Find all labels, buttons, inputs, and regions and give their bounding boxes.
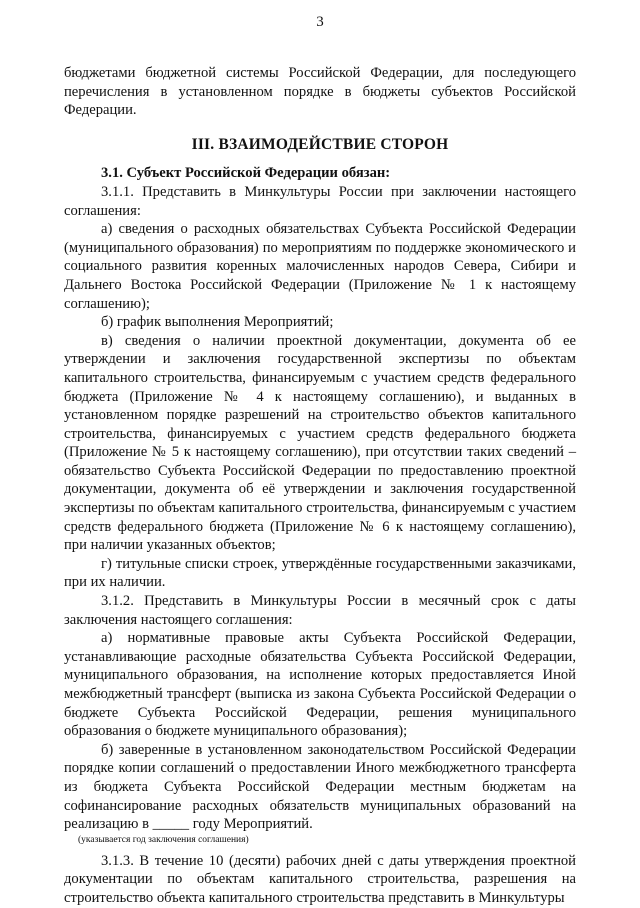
- item-3-1-1-b: б) график выполнения Мероприятий;: [101, 314, 334, 331]
- item-3-1-1-v: в) сведения о наличии проектной документации, документа об ее утверждении и заключения государственной экспертизы по объектам капитального строительства, финансируемым с участием средств федерального бюджета (Приложение № 4 к настоящему соглашению), и выданных в установленном порядке разрешений на строительство объектов капитального строительства, финансируемых с участием средств федерального бюджета (Приложение № 5 к настоящему соглашению), при отсутствии таких сведений – обязательство Субъекта Российской Федерации по предоставлению проектной документации, документа об её утверждении и заключения государственной экспертизы по объектам капитального строительства, финансируемым с участием средств федерального бюджета (Приложение № 6 к настоящему соглашению), при наличии указанных объектов;: [64, 332, 576, 554]
- item-3-1-2-b: б) заверенные в установленном законодательством Российской Федерации порядке копии соглашений о предоставлении Иного межбюджетного трансферта из бюджета Субъекта Российской Федерации местным бюджетам на софинансирование расходных обязательств муниципальных образований на реализацию в _____ году Мероприятий.: [64, 741, 576, 833]
- item-3-1-2-a: а) нормативные правовые акты Субъекта Российской Федерации, устанавливающие расходные обязательства Субъекта Российской Федерации, муниципального образования, на исполнение которых предоставляется Иной межбюджетный трансферт (выписка из закона Субъекта Российской Федерации о бюджете Субъекта Российской Федерации, решения муниципального образования о бюджете муниципального образования);: [64, 630, 576, 740]
- item-3-1-1-a: а) сведения о расходных обязательствах Субъекта Российской Федерации (муниципального образования) по мероприятиям по поддержке экономического и социального развития коренных малочисленных народов Севера, Сибири и Дальнего Востока Российской Федерации (Приложение № 1 к настоящему соглашению);: [64, 221, 576, 312]
- item-3-1-1-g: г) титульные списки строек, утверждённые государственными заказчиками, при их наличии.: [64, 555, 576, 591]
- clause-3-1-2: 3.1.2. Представить в Минкультуры России в месячный срок с даты заключения настоящего соглашения:: [64, 593, 576, 628]
- page-number: 3: [316, 14, 324, 30]
- clause-3-1: 3.1. Субъект Российской Федерации обязан:: [101, 165, 391, 182]
- intro-paragraph: бюджетами бюджетной системы Российской Федерации, для последующего перечисления в установленном порядке в бюджеты субъектов Российской Федерации.: [64, 65, 576, 119]
- section-heading: III. ВЗАИМОДЕЙСТВИЕ СТОРОН: [191, 135, 449, 153]
- clause-3-1-3: 3.1.3. В течение 10 (десяти) рабочих дней с даты утверждения проектной документации по объектам капитального строительства, разрешения на строительство объекта капитального строительства представить в Минкультуры: [64, 852, 576, 906]
- document-body: [64, 64, 576, 908]
- year-note: (указывается год заключения соглашения): [78, 834, 249, 845]
- clause-3-1-1: 3.1.1. Представить в Минкультуры России при заключении настоящего соглашения:: [64, 183, 576, 219]
